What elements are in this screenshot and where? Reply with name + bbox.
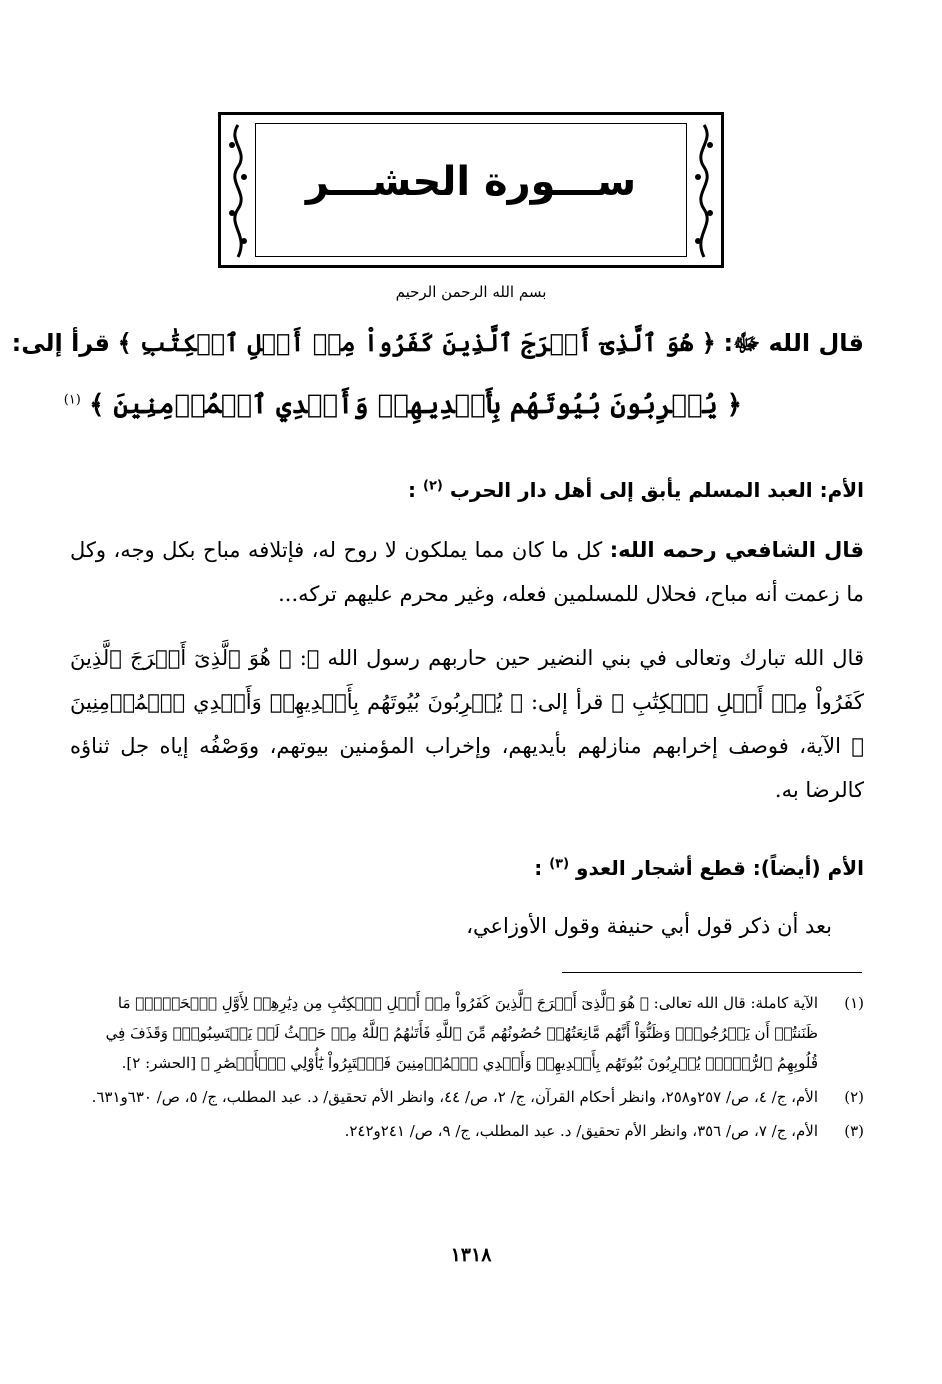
intro-line-2 xyxy=(63,390,742,420)
footnote-divider xyxy=(562,972,862,973)
surah-title-frame xyxy=(218,112,724,268)
floral-ornament-left xyxy=(225,121,251,261)
intro-label: قال الله ﷻ: xyxy=(723,329,864,357)
footnote-text: الآية كاملة: قال الله تعالى: ﴿ هُوَ ٱلَّذِىٓ أَخۡرَجَ ٱلَّذِينَ كَفَرُواْ مِنۡ أَهۡلِ ٱلۡكِتَٰبِ مِن دِيَٰرِهِمۡ لِأَوَّلِ ٱلۡحَشۡرِۚ مَا ظَنَنتُمۡ أَن يَخۡرُجُواْۖ وَظَنُّوٓاْ أَنَّهُم مَّانِعَتُهُمۡ حُصُونُهُم مِّنَ ٱللَّهِ فَأَتَىٰهُمُ ٱللَّهُ مِنۡ حَيۡثُ لَمۡ يَحۡتَسِبُواْۖ وَقَذَفَ فِي قُلُوبِهِمُ ٱلرُّعۡبَۚ يُخۡرِبُونَ بُيُوتَهُم بِأَيۡدِيهِمۡ وَأَيۡدِي ٱلۡمُؤۡمِنِينَ فَٱعۡتَبِرُواْ يَٰٓأُوْلِي ٱلۡأَبۡصَٰرِ ﴾ [الحشر: ٢]. xyxy=(105,994,818,1072)
footnote-3 xyxy=(70,1116,864,1146)
page-number: ١٣١٨ xyxy=(450,1244,492,1266)
footnote-text: الأم، ج/ ٤، ص/ ٢٥٧و٢٥٨، وانظر أحكام القرآن، ج/ ٢، ص/ ٤٤، وانظر الأم تحقيق/ د. عبد المطلب، ج/ ٥، ص/ ٦٣٠و٦٣١. xyxy=(91,1088,818,1106)
footnotes xyxy=(70,988,864,1150)
footnote-number: (٢) xyxy=(844,1088,864,1106)
footnote-text: الأم، ج/ ٧، ص/ ٣٥٦، وانظر الأم تحقيق/ د. عبد المطلب، ج/ ٩، ص/ ٢٤١و٢٤٢. xyxy=(344,1122,818,1140)
section-heading-2 xyxy=(78,856,864,880)
footnote-1 xyxy=(70,988,864,1078)
intro-tail: قرأ إلى: xyxy=(11,329,110,357)
surah-title: ســـورة الحشـــر xyxy=(305,159,637,205)
paragraph-label: قال الشافعي رحمه الله: xyxy=(609,538,864,562)
heading-colon: : xyxy=(534,856,543,880)
floral-ornament-right xyxy=(691,121,717,261)
footnote-number: (١) xyxy=(844,994,864,1012)
footnote-ref: (٣) xyxy=(549,856,570,872)
heading-colon: : xyxy=(408,478,417,502)
heading-text: الأم (أيضاً): قطع أشجار العدو xyxy=(576,856,864,880)
intro-line-1 xyxy=(11,328,864,363)
footnote-ref: (٢) xyxy=(423,478,443,494)
paragraph-nadir: قال الله تبارك وتعالى في بني النضير حين حاربهم رسول الله ﷺ: ﴿ هُوَ ٱلَّذِىٓ أَخۡرَجَ ٱلَّذِينَ كَفَرُواْ مِنۡ أَهۡلِ ٱلۡكِتَٰبِ ﴾ قرأ إلى: ﴿ يُخۡرِبُونَ بُيُوتَهُم بِأَيۡدِيهِمۡ وَأَيۡدِي ٱلۡمُؤۡمِنِينَ ﴾ الآية، فوصف إخرابهم منازلهم بأيديهم، وإخراب المؤمنين بيوتهم، ووَصْفُه إياه جل ثناؤه كالرضا به. xyxy=(70,646,864,802)
quran-verse: ﴿ يُخۡرِبُونَ بُيُوتَهُم بِأَيۡدِيهِمۡ وَأَيۡدِي ٱلۡمُؤۡمِنِينَ ﴾ xyxy=(89,390,742,420)
basmala: بسم الله الرحمن الرحيم xyxy=(395,283,547,301)
footnote-ref: (١) xyxy=(63,392,81,408)
footnote-2 xyxy=(70,1082,864,1112)
section-heading-1 xyxy=(78,478,864,502)
quran-verse: ﴿ هُوَ ٱلَّذِىٓ أَخۡرَجَ ٱلَّذِينَ كَفَرُواْ مِنۡ أَهۡلِ ٱلۡكِتَٰبِ ﴾ xyxy=(117,328,716,357)
footnote-number: (٣) xyxy=(844,1122,864,1140)
paragraph-text: كل ما كان مما يملكون لا روح له، فإتلافه مباح بكل وجه، وكل ما زعمت أنه مباح، فحلال للمسلمين فعله، وغير محرم عليهم تركه... xyxy=(70,538,864,606)
heading-text: الأم: العبد المسلم يأبق إلى أهل دار الحرب xyxy=(449,478,864,502)
paragraph-shafii xyxy=(70,528,864,616)
section-2-text: بعد أن ذكر قول أبي حنيفة وقول الأوزاعي، xyxy=(466,914,832,938)
